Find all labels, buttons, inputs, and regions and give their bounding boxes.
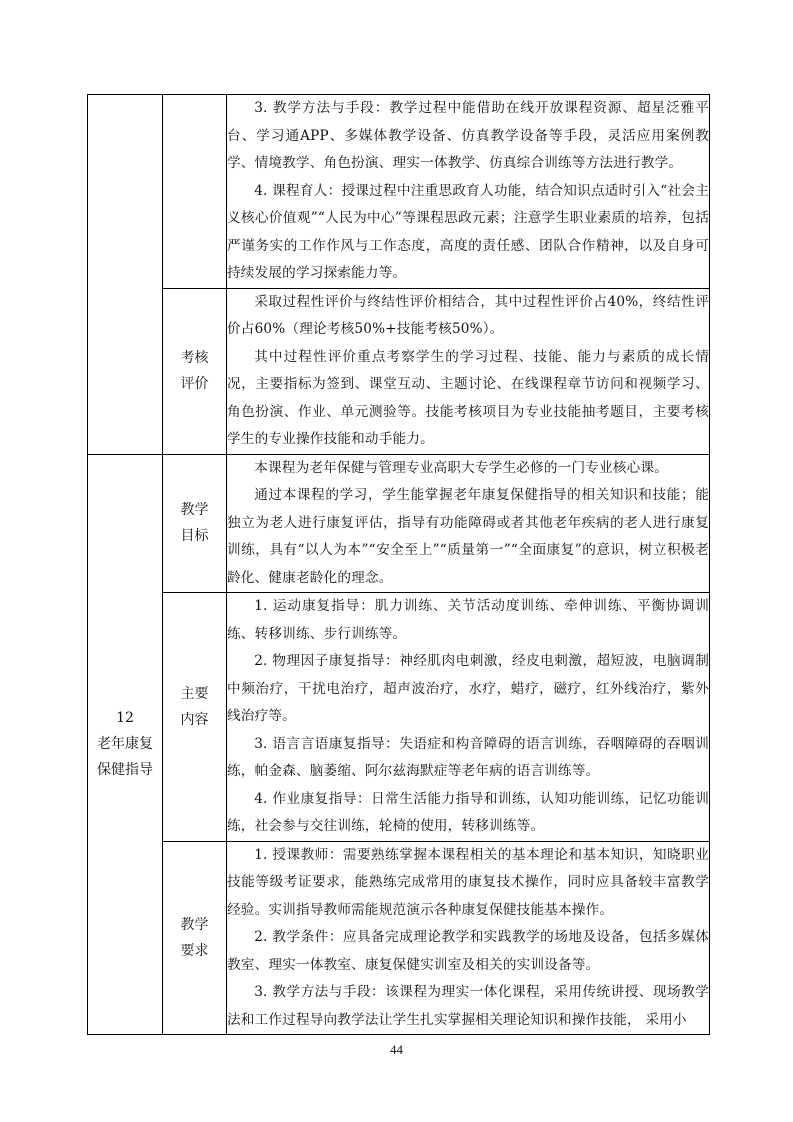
content-paragraph: 2. 物理因子康复指导：神经肌肉电刺激，经皮电刺激，超短波，电脑调制中频治疗，干扰电治疗，超声波治疗，水疗，蜡疗，磁疗，红外线治疗，紫外线治疗等。	[227, 653, 709, 724]
requirements-paragraph: 3. 教学方法与手段：该课程为理实一体化课程，采用传统讲授、现场教学法和工作过程导向教学法让学生扎实掌握相关理论知识和操作技能， 采用小	[227, 984, 709, 1028]
objective-cell	[227, 454, 710, 593]
previous-requirements-cell	[227, 95, 710, 289]
page-number: 44	[390, 1042, 403, 1057]
assessment-label: 考核 评价	[163, 288, 227, 454]
assessment-cell	[227, 288, 710, 454]
assessment-paragraph: 其中过程性评价重点考察学生的学习过程、技能、能力与素质的成长情况，主要指标为签到、课堂互动、主题讨论、在线课程章节访问和视频学习、角色扮演、作业、单元测验等。技能考核项目为专业技能抽考题目，主要考核学生的专业操作技能和动手能力。	[227, 348, 709, 447]
objective-paragraph: 本课程为老年保健与管理专业高职大专学生必修的一门专业核心课。	[254, 459, 668, 476]
requirements-label: 教学 要求	[163, 841, 227, 1035]
content-paragraph: 3. 语言言语康复指导：失语症和构音障碍的语言训练，吞咽障碍的吞咽训练，帕金森、脑萎缩、阿尔兹海默症等老年病的语言训练等。	[227, 735, 709, 779]
education-paragraph: 4. 课程育人：授课过程中注重思政育人功能，结合知识点适时引入“社会主义核心价值观”“人民为中心”等课程思政元素；注意学生职业素质的培养，包括严谨务实的工作作风与工作态度，高度的责任感、团队合作精神，以及自身可持续发展的学习探索能力等。	[227, 182, 709, 281]
assessment-paragraph: 采取过程性评价与终结性评价相结合，其中过程性评价占40%，终结性评价占60%（理论考核50%+技能考核50%）。	[227, 293, 709, 337]
table-row	[88, 454, 710, 593]
requirements-paragraph: 2. 教学条件：应具备完成理论教学和实践教学的场地及设备，包括多媒体教室、理实一体教室、康复保健实训室及相关的实训设备等。	[227, 929, 709, 973]
table-row	[88, 593, 710, 842]
content-label: 主要 内容	[163, 593, 227, 842]
objective-label: 教学 目标	[163, 454, 227, 593]
course-table	[87, 94, 710, 1035]
content-cell	[227, 593, 710, 842]
course-name-cell	[88, 454, 163, 1035]
content-paragraph: 1. 运动康复指导：肌力训练、关节活动度训练、牵伸训练、平衡协调训练、转移训练、步行训练等。	[227, 598, 709, 642]
requirements-cell	[227, 841, 710, 1035]
previous-label-cell	[163, 95, 227, 289]
table-row	[88, 288, 710, 454]
course-number: 12	[116, 710, 134, 727]
table-row	[88, 95, 710, 289]
objective-paragraph: 通过本课程的学习，学生能掌握老年康复保健指导的相关知识和技能；能独立为老人进行康复评估，指导有功能障碍或者其他老年疾病的老人进行康复训练，具有“以人为本”“安全至上”“质量第一”“全面康复”的意识，树立积极老龄化、健康老龄化的理念。	[227, 487, 709, 586]
requirements-paragraph: 1. 授课教师：需要熟练掌握本课程相关的基本理论和基本知识，知晓职业技能等级考证要求，能熟练完成常用的康复技术操作，同时应具备较丰富教学经验。实训指导教师需能规范演示各种康复保健技能基本操作。	[227, 846, 709, 918]
method-paragraph: 3. 教学方法与手段：教学过程中能借助在线开放课程资源、超星泛雅平台、学习通APP、多媒体教学设备、仿真教学设备等手段，灵活应用案例教学、情境教学、角色扮演、理实一体教学、仿真综合训练等方法进行教学。	[227, 100, 709, 171]
content-paragraph: 4. 作业康复指导：日常生活能力指导和训练，认知功能训练，记忆功能训练，社会参与交往训练，轮椅的使用，转移训练等。	[227, 790, 709, 834]
course-name: 保健指导	[97, 762, 153, 779]
course-name: 老年康复	[97, 736, 153, 753]
previous-course-cell	[88, 95, 163, 455]
table-row	[88, 841, 710, 1035]
